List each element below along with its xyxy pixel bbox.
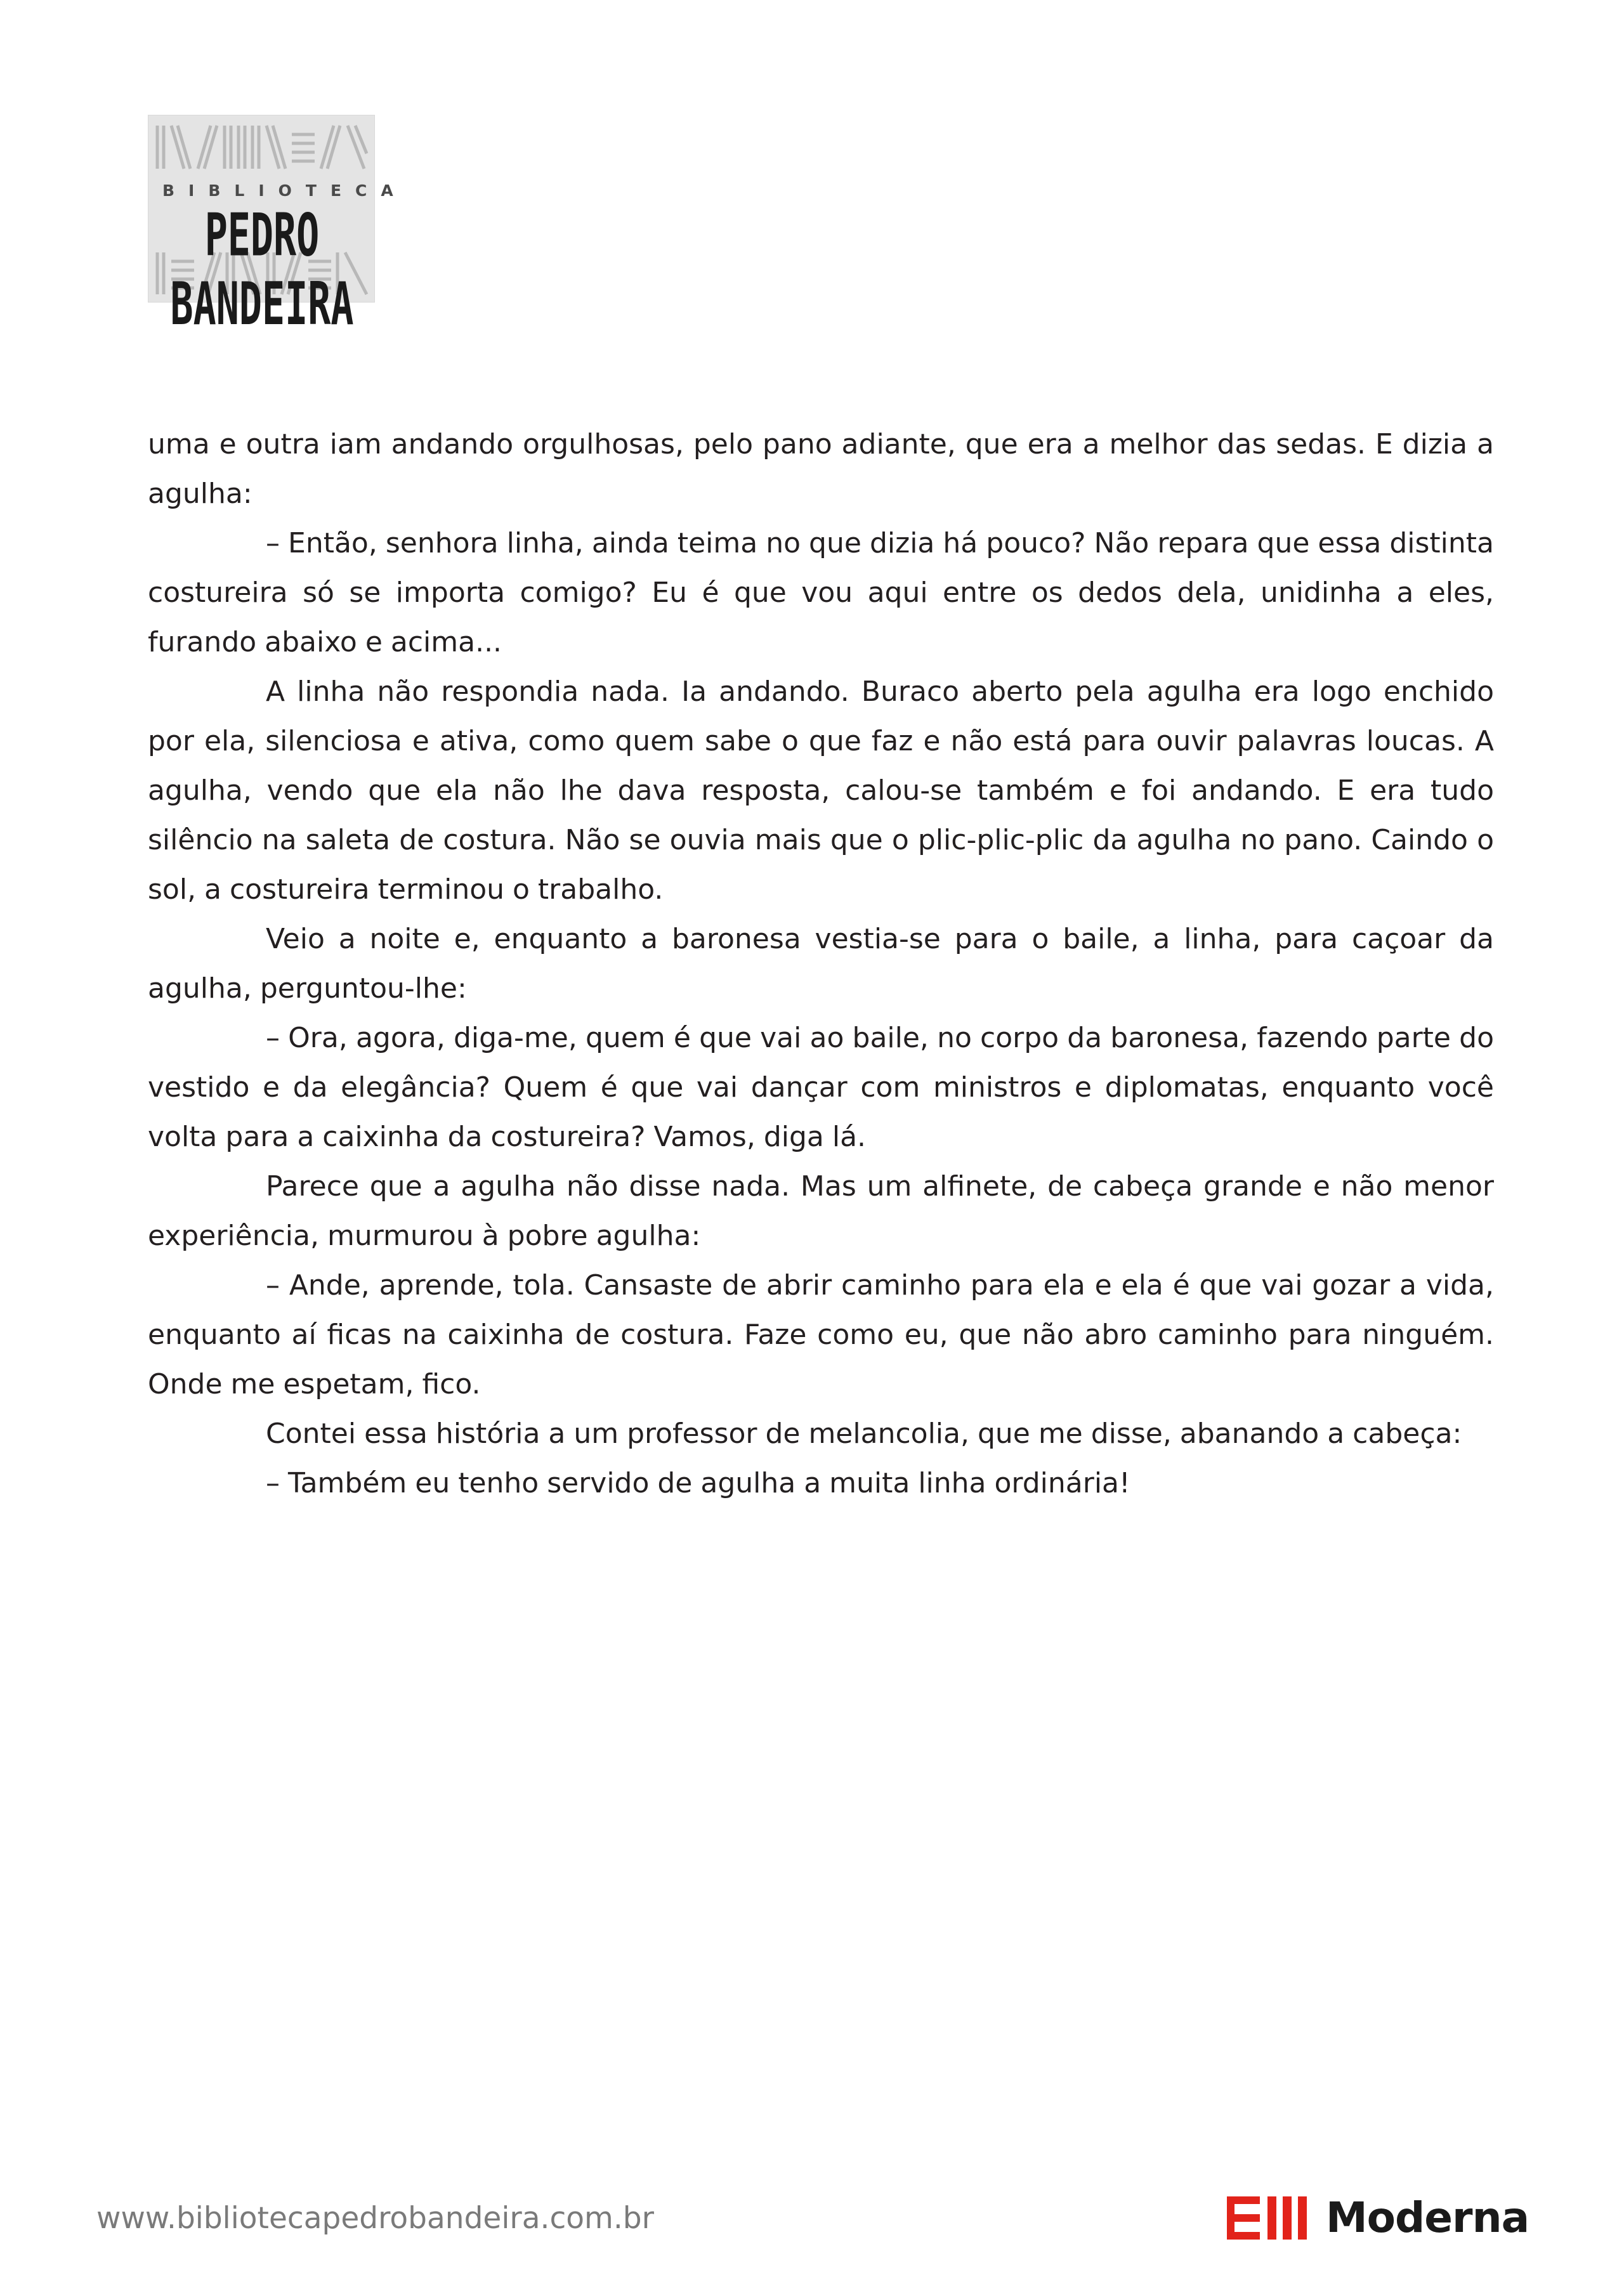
logo-big-text: PEDRO BANDEIRA (170, 201, 354, 339)
paragraph: – Ora, agora, diga-me, quem é que vai ao baile, no corpo da baronesa, fazendo parte do vestido e da elegância? Quem é que vai dançar com ministros e diplomatas, enquanto você volta para a caixinha da costureira? Vamos, diga lá. (148, 1022, 1494, 1153)
publisher-name: Moderna (1326, 2193, 1529, 2242)
story-text (148, 420, 1494, 1508)
paragraph: Veio a noite e, enquanto a baronesa vestia-se para o baile, a linha, para caçoar da agulha, perguntou-lhe: (148, 923, 1494, 1005)
logo-small-text: BIBLIOTECA (162, 181, 407, 200)
paragraph: – Ande, aprende, tola. Cansaste de abrir caminho para ela e ela é que vai gozar a vida, enquanto aí ficas na caixinha de costura. Faze como eu, que não abro caminho para ninguém. Onde me espetam, fico. (148, 1269, 1494, 1400)
paragraph: Parece que a agulha não disse nada. Mas um alfinete, de cabeça grande e não menor experiência, murmurou à pobre agulha: (148, 1170, 1494, 1252)
paragraph: A linha não respondia nada. Ia andando. Buraco aberto pela agulha era logo enchido por ela, silenciosa e ativa, como quem sabe o que faz e não está para ouvir palavras loucas. A agulha, vendo que ela não lhe dava resposta, calou-se também e foi andando. E era tudo silêncio na saleta de costura. Não se ouvia mais que o plic-plic-plic da agulha no pano. Caindo o sol, a costureira terminou o trabalho. (148, 675, 1494, 906)
paragraph: – Também eu tenho servido de agulha a muita linha ordinária! (266, 1467, 1130, 1499)
paragraph: uma e outra iam andando orgulhosas, pelo pano adiante, que era a melhor das sedas. E dizia a agulha: (148, 428, 1494, 510)
paragraph: – Então, senhora linha, ainda teima no que dizia há pouco? Não repara que essa distinta costureira só se importa comigo? Eu é que vou aqui entre os dedos dela, unidinha a eles, furando abaixo e acima... (148, 527, 1494, 658)
publisher-logo (1227, 2193, 1529, 2242)
library-logo (148, 115, 407, 339)
footer-url-link[interactable]: www.bibliotecapedrobandeira.com.br (96, 2201, 654, 2236)
moderna-mark-icon (1227, 2196, 1308, 2240)
paragraph: Contei essa história a um professor de melancolia, que me disse, abanando a cabeça: (266, 1418, 1462, 1450)
